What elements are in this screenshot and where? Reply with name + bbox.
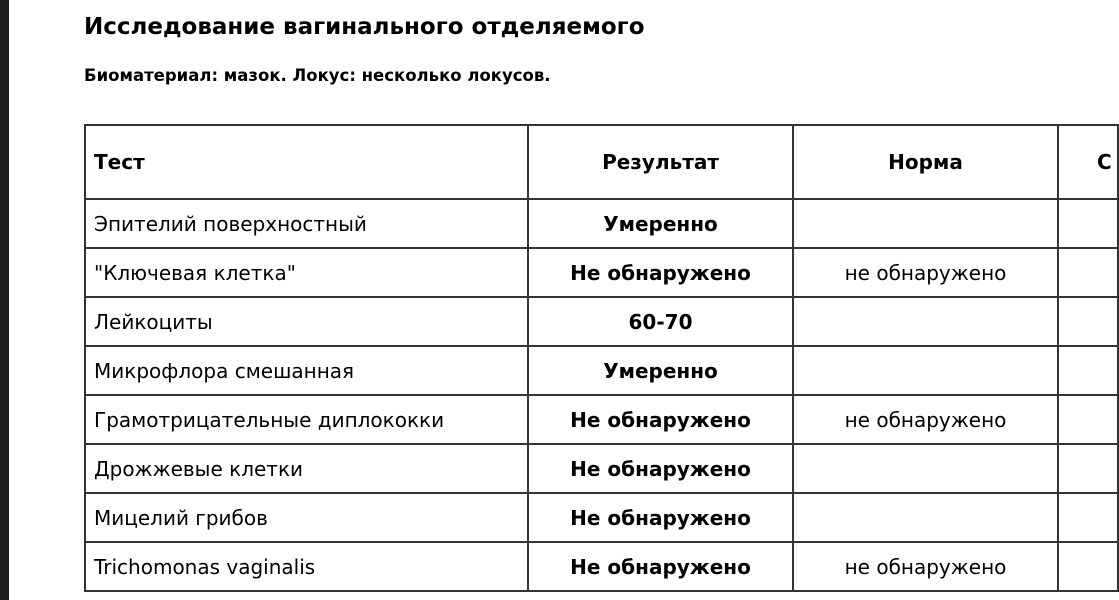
cell-test: Грамотрицательные диплококки — [85, 395, 528, 444]
cell-result: Умеренно — [528, 346, 793, 395]
table-header-row — [85, 125, 1118, 199]
cell-test: "Ключевая клетка" — [85, 248, 528, 297]
table-row — [85, 297, 1118, 346]
header-result: Результат — [528, 125, 793, 199]
window-edge — [0, 0, 9, 600]
results-table — [84, 124, 1119, 592]
cell-result: Умеренно — [528, 199, 793, 248]
cell-extra — [1058, 444, 1118, 493]
header-norm: Норма — [793, 125, 1058, 199]
cell-result: 60-70 — [528, 297, 793, 346]
cell-test: Микрофлора смешанная — [85, 346, 528, 395]
header-test: Тест — [85, 125, 528, 199]
cell-result: Не обнаружено — [528, 248, 793, 297]
cell-norm — [793, 346, 1058, 395]
cell-extra — [1058, 199, 1118, 248]
table-row — [85, 346, 1118, 395]
table-row — [85, 395, 1118, 444]
cell-result: Не обнаружено — [528, 395, 793, 444]
cell-norm: не обнаружено — [793, 542, 1058, 591]
cell-norm — [793, 199, 1058, 248]
cell-norm: не обнаружено — [793, 248, 1058, 297]
cell-extra — [1058, 395, 1118, 444]
cell-test: Эпителий поверхностный — [85, 199, 528, 248]
cell-result: Не обнаружено — [528, 444, 793, 493]
cell-extra — [1058, 493, 1118, 542]
cell-extra — [1058, 297, 1118, 346]
cell-norm — [793, 444, 1058, 493]
table-row — [85, 444, 1118, 493]
cell-norm — [793, 297, 1058, 346]
page-subtitle: Биоматериал: мазок. Локус: несколько локусов. — [84, 66, 551, 85]
cell-test: Мицелий грибов — [85, 493, 528, 542]
table-row — [85, 493, 1118, 542]
cell-extra — [1058, 248, 1118, 297]
cell-norm — [793, 493, 1058, 542]
table-row — [85, 199, 1118, 248]
cell-test: Trichomonas vaginalis — [85, 542, 528, 591]
cell-test: Лейкоциты — [85, 297, 528, 346]
cell-extra — [1058, 542, 1118, 591]
cell-norm: не обнаружено — [793, 395, 1058, 444]
table-row — [85, 542, 1118, 591]
cell-extra — [1058, 346, 1118, 395]
cell-result: Не обнаружено — [528, 542, 793, 591]
cell-test: Дрожжевые клетки — [85, 444, 528, 493]
cell-result: Не обнаружено — [528, 493, 793, 542]
table-row — [85, 248, 1118, 297]
page-title: Исследование вагинального отделяемого — [84, 14, 645, 40]
header-extra: С — [1058, 125, 1118, 199]
